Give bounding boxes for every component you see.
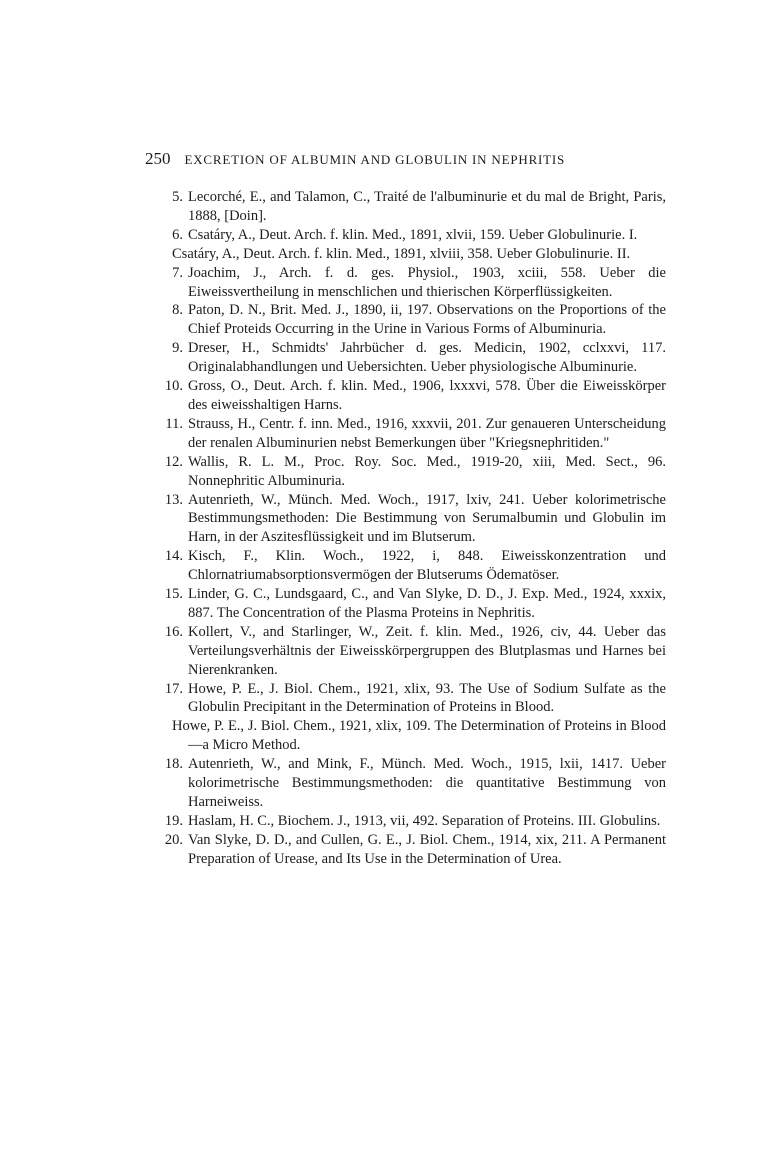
reference-number: 8. (172, 302, 183, 319)
reference-number: 13. (164, 491, 183, 508)
reference-item (145, 755, 666, 812)
reference-item (145, 377, 666, 415)
reference-text: Kollert, V., and Starlinger, W., Zeit. f. klin. Med., 1926, civ, 44. Ueber das Verteilungsverhältnis der Eiweisskörpergruppen des Blutplasmas und Harnes bei Nierenkranken. (188, 623, 666, 678)
reference-number: 15. (164, 586, 183, 603)
reference-item (145, 812, 666, 831)
reference-text: Howe, P. E., J. Biol. Chem., 1921, xlix, 109. The Determination of Proteins in Blood—a Micro Method. (172, 718, 666, 754)
reference-number: 17. (164, 680, 183, 697)
reference-text: Lecorché, E., and Talamon, C., Traité de l'albuminurie et du mal de Bright, Paris, 1888, [Doin]. (188, 189, 666, 224)
page-number: 250 (145, 149, 171, 168)
running-title: EXCRETION OF ALBUMIN AND GLOBULIN IN NEPHRITIS (184, 152, 566, 167)
reference-text: Howe, P. E., J. Biol. Chem., 1921, xlix, 93. The Use of Sodium Sulfate as the Globulin Precipitant in the Determination of Proteins in Blood. (188, 680, 666, 716)
reference-text: Strauss, H., Centr. f. inn. Med., 1916, xxxvii, 201. Zur genaueren Unterscheidung der renalen Albuminurien nebst Bemerkungen über "Kriegsnephritiden." (188, 415, 666, 451)
reference-text: Autenrieth, W., Münch. Med. Woch., 1917, lxiv, 241. Ueber kolorimetrische Bestimmungsmethoden: Die Bestimmung von Serumalbumin und Globulin im Harn, in der Aszitesflüssigkeit und im Blutserum. (188, 491, 666, 546)
reference-item (145, 264, 666, 302)
reference-item (145, 680, 666, 718)
reference-item (145, 547, 666, 585)
running-header (145, 149, 665, 169)
reference-item (145, 415, 666, 453)
reference-number: 19. (164, 812, 183, 829)
reference-item (145, 623, 666, 680)
reference-text: Wallis, R. L. M., Proc. Roy. Soc. Med., 1919-20, xiii, Med. Sect., 96. Nonnephritic Albuminuria. (188, 453, 666, 489)
reference-number: 14. (164, 548, 183, 565)
reference-number: 18. (164, 756, 183, 773)
reference-text: Paton, D. N., Brit. Med. J., 1890, ii, 197. Observations on the Proportions of the Chief Proteids Occurring in the Urine in Various Forms of Albuminuria. (188, 302, 666, 338)
reference-item (145, 188, 666, 226)
reference-text: Gross, O., Deut. Arch. f. klin. Med., 1906, lxxxvi, 578. Über die Eiweisskörper des eiweisshaltigen Harns. (188, 378, 666, 413)
reference-item (145, 226, 666, 245)
reference-item (145, 491, 666, 548)
reference-list (145, 188, 666, 869)
reference-number: 6. (172, 226, 183, 243)
reference-text: Csatáry, A., Deut. Arch. f. klin. Med., 1891, xlviii, 358. Ueber Globulinurie. II. (172, 245, 631, 262)
reference-text: Haslam, H. C., Biochem. J., 1913, vii, 492. Separation of Proteins. III. Globulins. (188, 812, 661, 829)
reference-item (145, 453, 666, 491)
reference-number: 10. (164, 378, 183, 395)
reference-number: 12. (164, 453, 183, 470)
reference-subitem (145, 245, 666, 264)
reference-item (145, 339, 666, 377)
reference-item (145, 301, 666, 339)
reference-number: 7. (172, 264, 183, 281)
reference-subitem (145, 717, 666, 755)
reference-number: 9. (172, 340, 183, 357)
reference-item (145, 585, 666, 623)
reference-number: 11. (165, 415, 183, 432)
reference-number: 5. (172, 189, 183, 205)
reference-number: 16. (164, 623, 183, 640)
reference-item (145, 831, 666, 869)
reference-text: Autenrieth, W., and Mink, F., Münch. Med. Woch., 1915, lxii, 1417. Ueber kolorimetrische Bestimmungsmethoden: die quantitative Bestimmung von Harneiweiss. (188, 756, 666, 810)
reference-number: 20. (164, 831, 183, 848)
reference-text: Kisch, F., Klin. Woch., 1922, i, 848. Eiweisskonzentration und Chlornatriumabsorptionsvermögen der Blutserums Ödematöser. (188, 548, 666, 584)
reference-text: Linder, G. C., Lundsgaard, C., and Van Slyke, D. D., J. Exp. Med., 1924, xxxix, 887. The Concentration of the Plasma Proteins in Nephritis. (188, 586, 666, 621)
reference-text: Dreser, H., Schmidts' Jahrbücher d. ges. Medicin, 1902, cclxxvi, 117. Originalabhandlungen und Uebersichten. Ueber physiologische Albuminurie. (188, 340, 666, 376)
reference-text: Van Slyke, D. D., and Cullen, G. E., J. Biol. Chem., 1914, xix, 211. A Permanent Preparation of Urease, and Its Use in the Determination of Urea. (188, 831, 666, 867)
reference-text: Joachim, J., Arch. f. d. ges. Physiol., 1903, xciii, 558. Ueber die Eiweissvertheilung in menschlichen und thierischen Körperflüssigkeiten. (188, 264, 666, 300)
reference-text: Csatáry, A., Deut. Arch. f. klin. Med., 1891, xlvii, 159. Ueber Globulinurie. I. (188, 226, 638, 243)
